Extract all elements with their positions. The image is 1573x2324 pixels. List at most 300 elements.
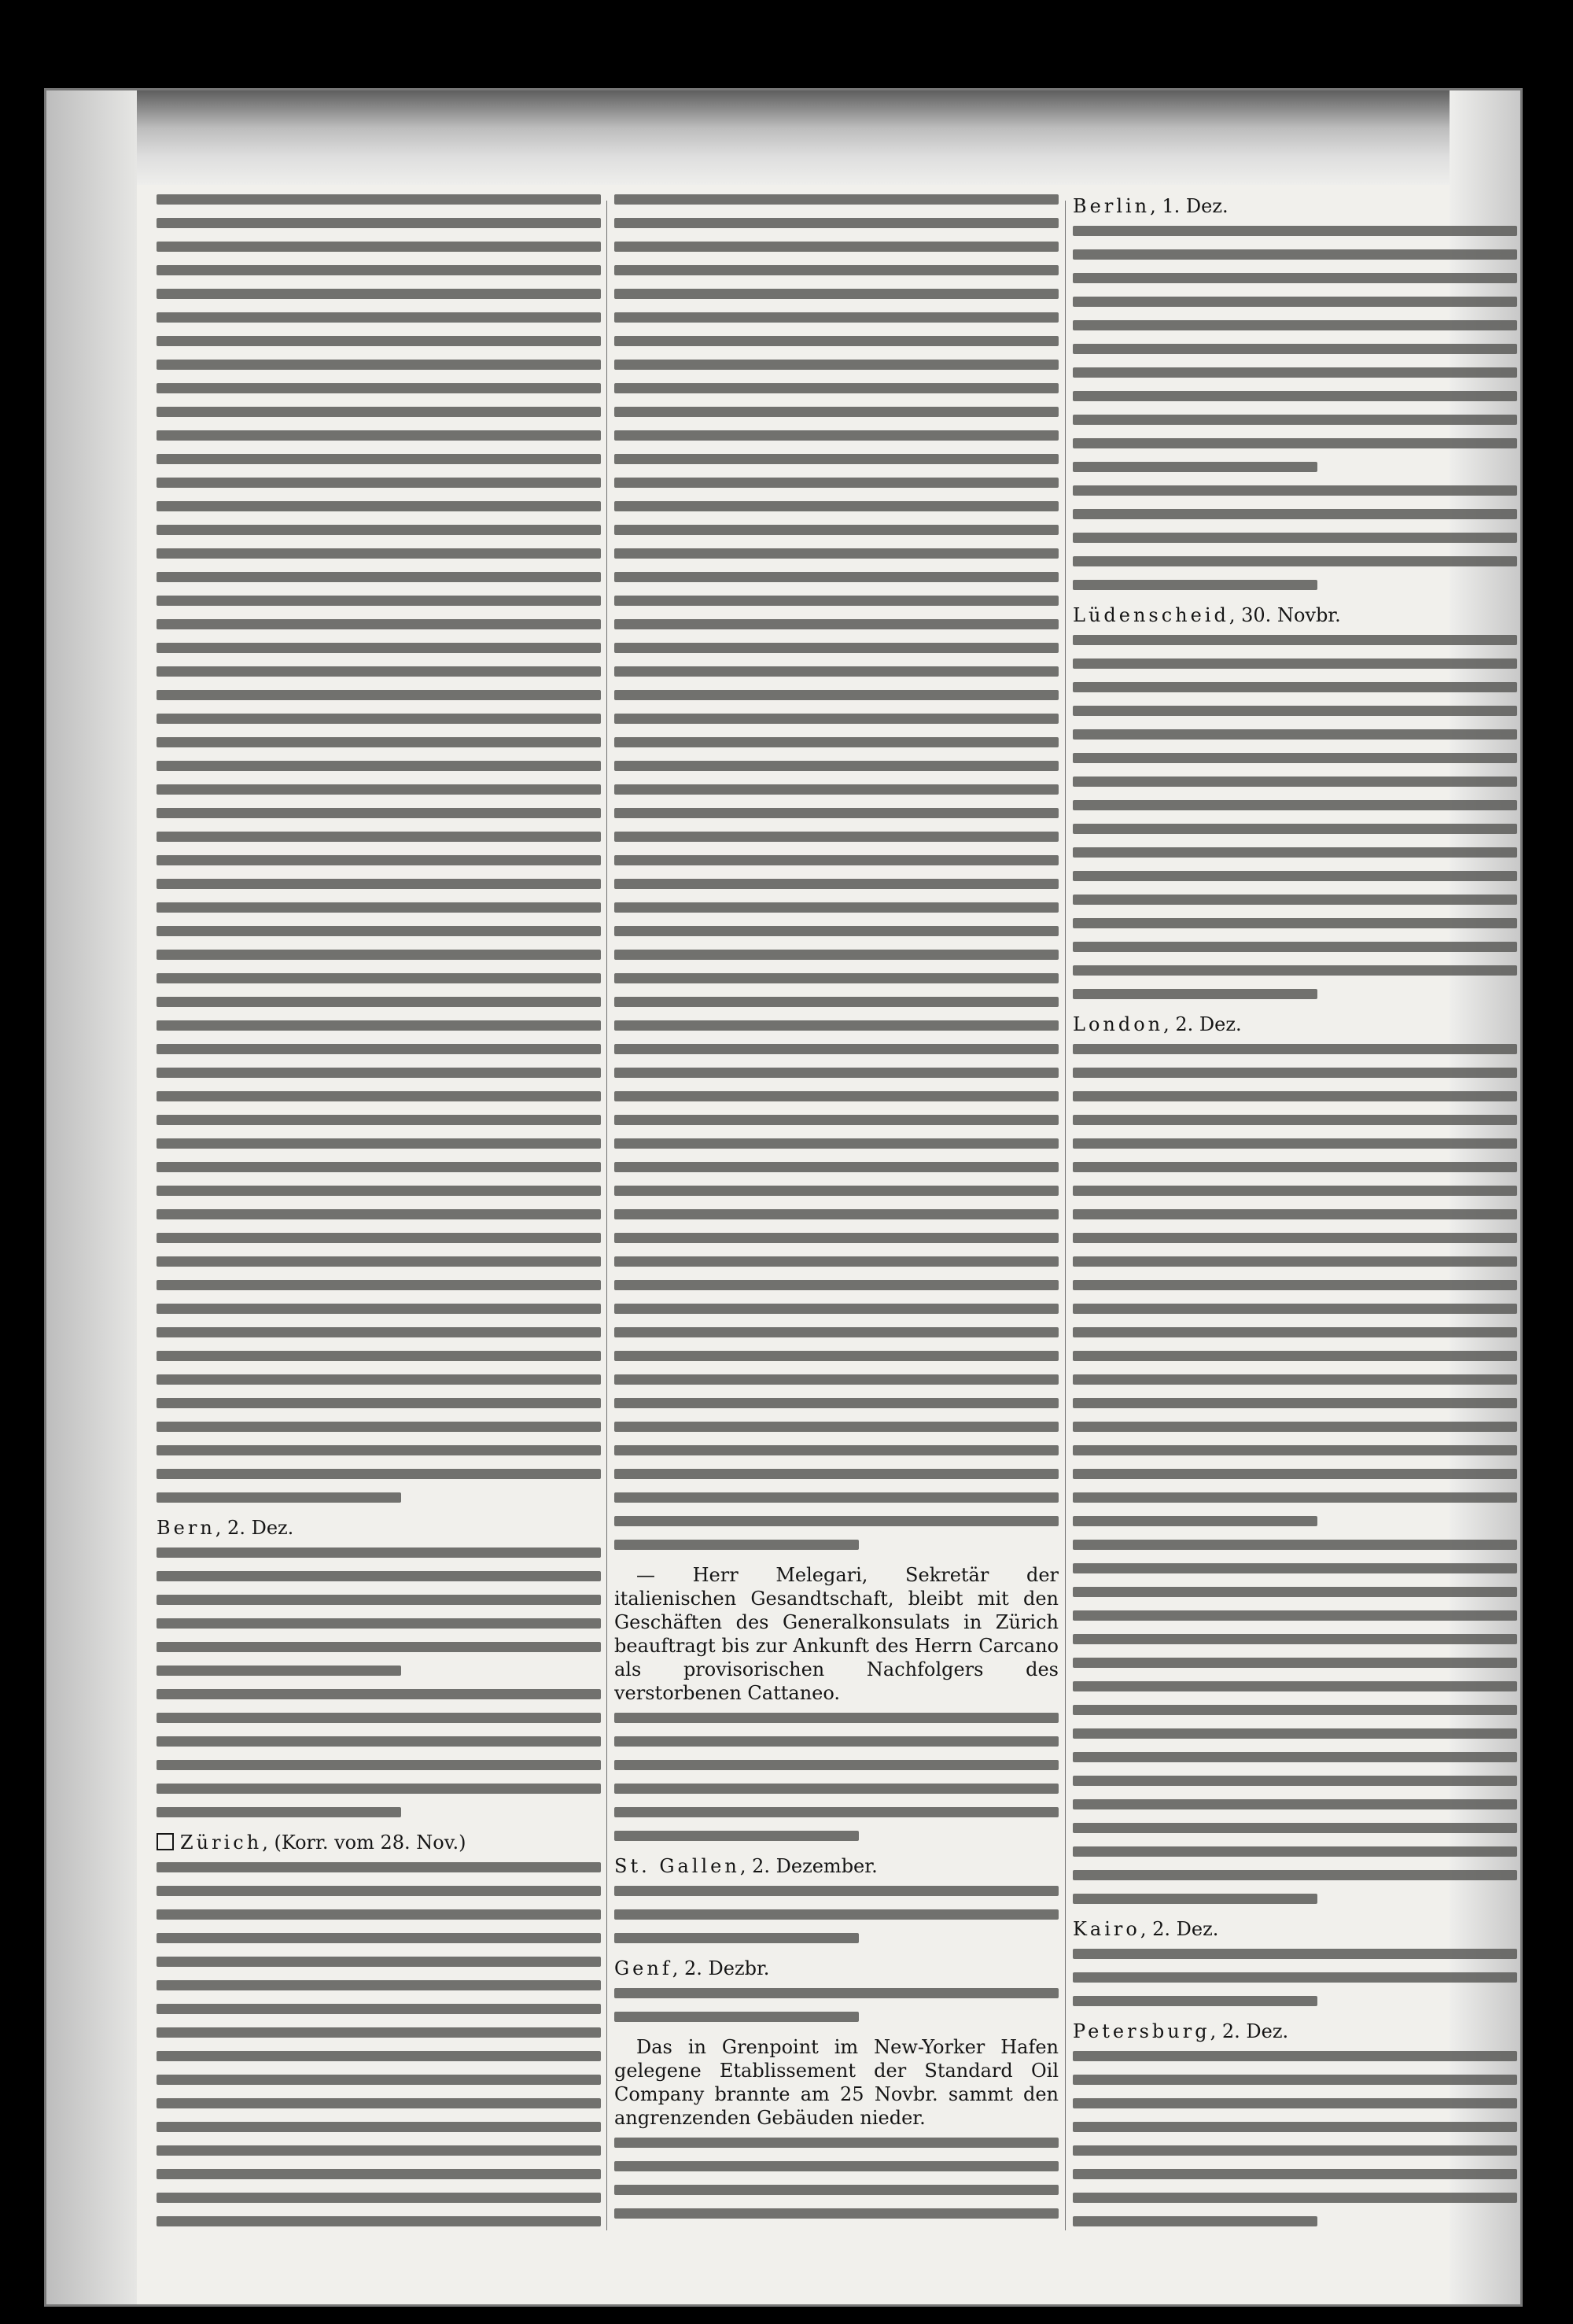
dateline-date: 2. Dezember. (752, 1855, 878, 1877)
text-line-placeholders (1073, 1540, 1517, 1904)
text-line-placeholder (614, 784, 1059, 795)
text-line-placeholder (1073, 1351, 1517, 1361)
text-line-placeholder (157, 1469, 601, 1479)
text-line-placeholder (614, 666, 1059, 677)
text-line-placeholder (614, 690, 1059, 700)
text-line-placeholder (1073, 2122, 1517, 2132)
text-line-placeholder (157, 430, 601, 441)
news-item (1073, 1917, 1517, 1941)
text-line-placeholder (1073, 1587, 1517, 1597)
text-line-placeholder (157, 1304, 601, 1314)
text-line-placeholder (614, 1351, 1059, 1361)
text-line-placeholder (157, 1209, 601, 1219)
text-line-placeholder (1073, 1138, 1517, 1149)
text-line-placeholder (157, 690, 601, 700)
text-line-placeholder (614, 1020, 1059, 1031)
text-line-placeholder (157, 548, 601, 559)
text-line-placeholder (157, 643, 601, 653)
text-line-placeholder (614, 289, 1059, 299)
text-line-placeholder (614, 1304, 1059, 1314)
binding-gutter (46, 90, 137, 2304)
text-line-placeholder (157, 312, 601, 323)
text-line-placeholder (1073, 1115, 1517, 1125)
text-line-placeholder (157, 2051, 601, 2061)
text-line-placeholder (157, 1807, 401, 1817)
text-line-placeholder (1073, 989, 1317, 999)
text-line-placeholder (1073, 1445, 1517, 1455)
text-line-placeholder (157, 1374, 601, 1385)
text-line-placeholder (614, 383, 1059, 393)
dateline-place: Zürich (180, 1832, 263, 1854)
text-line-placeholder (157, 926, 601, 936)
dateline: Lüdenscheid, 30. Novbr. (1073, 604, 1341, 626)
text-line-placeholder (1073, 1846, 1517, 1857)
text-line-placeholder (1073, 2169, 1517, 2179)
text-line-placeholder (157, 1327, 601, 1337)
text-line-placeholder (614, 1933, 859, 1943)
text-line-placeholder (1073, 1752, 1517, 1762)
text-line-placeholder (157, 454, 601, 464)
text-line-placeholder (1073, 2098, 1517, 2108)
column-left (157, 194, 601, 2232)
text-line-placeholder (614, 1233, 1059, 1243)
text-line-placeholder (1073, 658, 1517, 669)
text-line-placeholder (1073, 1422, 1517, 1432)
text-line-placeholder (1073, 706, 1517, 716)
text-line-placeholder (1073, 320, 1517, 330)
text-line-placeholder (614, 525, 1059, 535)
text-line-placeholder (614, 1469, 1059, 1479)
illegible-text-block (157, 1547, 601, 1676)
text-line-placeholder (157, 1886, 601, 1896)
text-line-placeholder (1073, 1304, 1517, 1314)
text-line-placeholder (1073, 1233, 1517, 1243)
text-line-placeholder (1073, 249, 1517, 260)
text-line-placeholder (1073, 556, 1517, 566)
dateline-place: Lüdenscheid (1073, 604, 1229, 626)
news-item (1073, 1013, 1517, 1036)
dateline-place: St. Gallen (614, 1855, 740, 1877)
text-line-placeholder (1073, 1209, 1517, 1219)
text-line-placeholder (1073, 533, 1517, 543)
text-line-placeholder (1073, 580, 1317, 590)
text-line-placeholder (614, 501, 1059, 511)
text-line-placeholder (157, 1784, 601, 1794)
text-line-placeholder (1073, 918, 1517, 928)
text-line-placeholders (1073, 1949, 1517, 2006)
text-line-placeholder (1073, 871, 1517, 881)
text-line-placeholder (614, 2138, 1059, 2148)
illegible-text-block (1073, 1949, 1517, 2006)
text-line-placeholder (614, 2012, 859, 2022)
text-line-placeholder (157, 1233, 601, 1243)
text-line-placeholder (614, 478, 1059, 488)
text-line-placeholder (614, 1091, 1059, 1101)
text-line-placeholder (614, 902, 1059, 913)
text-line-placeholder (1073, 367, 1517, 378)
text-line-placeholder (1073, 415, 1517, 425)
text-line-placeholder (157, 2145, 601, 2156)
news-item (157, 1831, 601, 1854)
illegible-text-block (1073, 2051, 1517, 2226)
text-line-placeholder (1073, 1068, 1517, 1078)
dateline-date: 1. Dez. (1162, 195, 1229, 217)
illegible-text-block (157, 1689, 601, 1817)
text-line-placeholder (157, 1760, 601, 1770)
text-line-placeholder (614, 1713, 1059, 1723)
text-line-placeholder (157, 2122, 601, 2132)
illegible-text-block (1073, 635, 1517, 999)
text-line-placeholder (614, 997, 1059, 1007)
text-line-placeholder (614, 312, 1059, 323)
text-line-placeholder (157, 997, 601, 1007)
text-line-placeholder (614, 643, 1059, 653)
text-line-placeholder (1073, 1469, 1517, 1479)
text-line-placeholder (614, 1807, 1059, 1817)
top-edge-shadow (46, 90, 1520, 185)
text-line-placeholder (1073, 777, 1517, 787)
dateline-date: (Korr. vom 28. Nov.) (274, 1832, 466, 1854)
text-line-placeholder (1073, 1186, 1517, 1196)
text-line-placeholder (157, 1862, 601, 1872)
text-line-placeholder (614, 572, 1059, 582)
text-line-placeholder (157, 383, 601, 393)
text-line-placeholder (157, 1666, 401, 1676)
text-line-placeholder (157, 761, 601, 771)
illegible-text-block (614, 1713, 1059, 1841)
text-line-placeholder (157, 2098, 601, 2108)
text-line-placeholder (157, 1138, 601, 1149)
text-line-placeholder (157, 879, 601, 889)
text-line-placeholders (157, 1547, 601, 1676)
text-line-placeholder (614, 1398, 1059, 1408)
text-line-placeholder (157, 194, 601, 205)
text-line-placeholder (157, 360, 601, 370)
text-line-placeholder (614, 2185, 1059, 2195)
illegible-text-block (614, 2138, 1059, 2232)
text-line-placeholder (614, 2161, 1059, 2171)
text-line-placeholder (1073, 1705, 1517, 1715)
text-line-placeholder (157, 1280, 601, 1290)
text-line-placeholder (1073, 1634, 1517, 1644)
text-line-placeholders (614, 1988, 1059, 2022)
text-line-placeholder (614, 1068, 1059, 1078)
text-line-placeholders (157, 1862, 601, 2232)
dateline-date: 2. Dez. (1175, 1013, 1242, 1035)
text-line-placeholder (614, 548, 1059, 559)
text-line-placeholder (1073, 753, 1517, 763)
text-line-placeholders (1073, 635, 1517, 999)
text-line-placeholder (157, 1689, 601, 1699)
text-line-placeholder (1073, 1949, 1517, 1959)
text-line-placeholder (157, 950, 601, 960)
news-item (614, 1563, 1059, 1705)
text-line-placeholder (614, 761, 1059, 771)
text-line-placeholder (157, 1957, 601, 1967)
dateline-place: Kairo (1073, 1918, 1140, 1940)
dateline-place: Genf (614, 1957, 672, 1979)
text-line-placeholder (157, 1980, 601, 1990)
text-line-placeholder (614, 855, 1059, 865)
text-line-placeholder (1073, 1398, 1517, 1408)
text-line-placeholder (1073, 509, 1517, 519)
dateline-date: 2. Dezbr. (683, 1957, 770, 1979)
dateline: Berlin, 1. Dez. (1073, 195, 1229, 217)
text-line-placeholder (614, 1422, 1059, 1432)
text-line-placeholder (157, 1909, 601, 1920)
text-line-placeholder (614, 1909, 1059, 1920)
text-line-placeholder (157, 1547, 601, 1558)
text-line-placeholder (614, 1162, 1059, 1172)
text-line-placeholder (614, 714, 1059, 724)
text-line-placeholder (1073, 942, 1517, 952)
article-text: — Herr Melegari, Sekretär der italienischen Gesandtschaft, bleibt mit den Geschäften des Generalkonsulats in Zürich beauftragt bis zur Ankunft des Herrn Carcano als provisorischen Nachfolgers des verstorbenen Cattaneo. (614, 1564, 1059, 1704)
text-line-placeholder (157, 808, 601, 818)
illegible-text-block (157, 194, 601, 1503)
text-line-placeholder (1073, 1870, 1517, 1880)
text-line-placeholder (157, 289, 601, 299)
text-line-placeholder (614, 1044, 1059, 1054)
news-item (157, 1516, 601, 1540)
text-line-placeholder (614, 1831, 859, 1841)
text-line-placeholder (614, 1209, 1059, 1219)
text-line-placeholder (614, 619, 1059, 629)
illegible-text-block (157, 1862, 601, 2232)
text-line-placeholder (614, 1988, 1059, 1998)
text-line-placeholder (614, 737, 1059, 747)
text-line-placeholders (1073, 485, 1517, 590)
text-line-placeholder (1073, 485, 1517, 496)
dateline-date: 2. Dez. (1221, 2020, 1289, 2042)
text-line-placeholder (157, 2169, 601, 2179)
news-item (1073, 194, 1517, 218)
text-line-placeholder (1073, 1374, 1517, 1385)
text-line-placeholders (1073, 2051, 1517, 2226)
text-line-placeholder (1073, 1256, 1517, 1267)
text-line-placeholder (614, 1784, 1059, 1794)
illegible-text-block (614, 1886, 1059, 1943)
text-line-placeholder (614, 1492, 1059, 1503)
text-line-placeholder (1073, 462, 1317, 472)
text-line-placeholder (157, 784, 601, 795)
news-item (614, 2035, 1059, 2130)
text-line-placeholder (157, 1713, 601, 1723)
text-line-placeholder (1073, 1996, 1317, 2006)
column-rule (606, 201, 607, 2230)
text-line-placeholder (614, 1374, 1059, 1385)
dateline-place: Bern (157, 1517, 216, 1539)
text-line-placeholder (614, 926, 1059, 936)
text-line-placeholder (1073, 1728, 1517, 1739)
dateline-date: 30. Novbr. (1241, 604, 1341, 626)
text-line-placeholder (157, 666, 601, 677)
text-line-placeholder (157, 1091, 601, 1101)
text-line-placeholder (1073, 297, 1517, 307)
text-line-placeholder (614, 832, 1059, 842)
text-line-placeholder (1073, 824, 1517, 834)
dateline: St. Gallen, 2. Dezember. (614, 1855, 878, 1877)
text-line-placeholder (157, 1422, 601, 1432)
text-line-placeholder (157, 2075, 601, 2085)
text-line-placeholder (614, 336, 1059, 346)
text-line-placeholder (614, 950, 1059, 960)
text-line-placeholder (1073, 2193, 1517, 2203)
text-line-placeholder (157, 2027, 601, 2038)
text-line-placeholder (614, 242, 1059, 252)
dateline-date: 2. Dez. (227, 1517, 294, 1539)
article-text: Das in Grenpoint im New-Yorker Hafen gelegene Etablissement der Standard Oil Company brannte am 25 Novbr. sammt den angrenzenden Gebäuden nieder. (614, 2036, 1059, 2129)
text-line-placeholders (614, 1886, 1059, 1943)
text-line-placeholder (157, 1256, 601, 1267)
text-line-placeholder (614, 430, 1059, 441)
dateline-place: Petersburg (1073, 2020, 1210, 2042)
text-line-placeholder (1073, 1776, 1517, 1786)
text-line-placeholder (1073, 1044, 1517, 1054)
text-line-placeholder (157, 855, 601, 865)
text-line-placeholder (614, 1115, 1059, 1125)
text-line-placeholder (614, 1540, 859, 1550)
newspaper-page (44, 88, 1523, 2307)
text-line-placeholder (157, 242, 601, 252)
text-line-placeholder (614, 1256, 1059, 1267)
text-line-placeholder (157, 1933, 601, 1943)
illegible-text-block (1073, 1044, 1517, 1526)
text-line-placeholder (614, 194, 1059, 205)
text-line-placeholder (614, 407, 1059, 417)
text-line-placeholder (1073, 1658, 1517, 1668)
dateline: Zürich, (Korr. vom 28. Nov.) (157, 1831, 601, 1854)
text-line-placeholder (614, 1445, 1059, 1455)
text-line-placeholder (1073, 226, 1517, 236)
text-line-placeholder (614, 360, 1059, 370)
text-line-placeholders (1073, 1044, 1517, 1526)
text-line-placeholder (1073, 1610, 1517, 1621)
text-line-placeholder (1073, 1516, 1317, 1526)
text-line-placeholder (614, 596, 1059, 606)
dateline: Genf, 2. Dezbr. (614, 1957, 770, 1979)
text-line-placeholder (1073, 1972, 1517, 1983)
text-line-placeholder (157, 2216, 601, 2226)
news-item (1073, 603, 1517, 627)
text-line-placeholder (157, 1736, 601, 1747)
text-line-placeholder (1073, 1280, 1517, 1290)
text-line-placeholder (157, 336, 601, 346)
text-line-placeholder (614, 218, 1059, 228)
text-line-placeholder (1073, 1091, 1517, 1101)
text-line-placeholder (1073, 1894, 1317, 1904)
text-line-placeholder (1073, 1823, 1517, 1833)
text-line-placeholder (614, 1760, 1059, 1770)
text-line-placeholder (1073, 682, 1517, 692)
dateline: Petersburg, 2. Dez. (1073, 2020, 1289, 2042)
text-line-placeholder (1073, 1799, 1517, 1809)
text-line-placeholder (614, 265, 1059, 275)
text-line-placeholder (1073, 729, 1517, 740)
text-line-placeholder (614, 1138, 1059, 1149)
text-line-placeholder (157, 572, 601, 582)
column-right (1073, 194, 1517, 2232)
text-line-placeholder (614, 454, 1059, 464)
text-line-placeholder (157, 1020, 601, 1031)
text-line-placeholder (157, 407, 601, 417)
text-line-placeholder (157, 973, 601, 983)
text-line-placeholder (157, 1492, 401, 1503)
text-line-placeholder (614, 1886, 1059, 1896)
text-line-placeholder (614, 2208, 1059, 2219)
text-line-placeholder (157, 1044, 601, 1054)
text-line-placeholder (614, 1736, 1059, 1747)
news-item (614, 1957, 1059, 1980)
text-line-placeholder (157, 478, 601, 488)
dateline-place: Berlin (1073, 195, 1151, 217)
text-line-placeholder (614, 1327, 1059, 1337)
text-line-placeholder (157, 1115, 601, 1125)
text-line-placeholder (157, 2004, 601, 2014)
text-line-placeholders (1073, 226, 1517, 472)
text-line-placeholder (1073, 1327, 1517, 1337)
text-line-placeholder (614, 879, 1059, 889)
illegible-text-block (1073, 1540, 1517, 1904)
text-line-placeholder (1073, 635, 1517, 645)
text-line-placeholder (157, 1595, 601, 1605)
text-line-placeholder (1073, 847, 1517, 858)
illegible-text-block (614, 194, 1059, 1550)
dateline-place: London (1073, 1013, 1164, 1035)
text-line-placeholder (614, 1186, 1059, 1196)
text-line-placeholder (1073, 1540, 1517, 1550)
text-line-placeholder (1073, 1162, 1517, 1172)
column-rule (1065, 201, 1066, 2230)
text-line-placeholder (1073, 391, 1517, 401)
text-line-placeholder (614, 808, 1059, 818)
text-line-placeholder (1073, 2216, 1317, 2226)
text-line-placeholder (1073, 344, 1517, 354)
text-line-placeholder (157, 2193, 601, 2203)
text-line-placeholder (157, 596, 601, 606)
text-line-placeholder (1073, 273, 1517, 283)
dateline: London, 2. Dez. (1073, 1013, 1242, 1035)
illegible-text-block (1073, 485, 1517, 590)
text-line-placeholder (614, 1516, 1059, 1526)
text-line-placeholder (157, 1398, 601, 1408)
dateline-date: 2. Dez. (1152, 1918, 1219, 1940)
text-line-placeholder (1073, 438, 1517, 448)
text-line-placeholder (157, 501, 601, 511)
text-line-placeholder (157, 1642, 601, 1652)
text-line-placeholders (614, 1713, 1059, 1841)
text-line-placeholder (157, 1618, 601, 1629)
illegible-text-block (1073, 226, 1517, 472)
text-line-placeholder (157, 902, 601, 913)
text-line-placeholder (157, 218, 601, 228)
text-line-placeholder (614, 973, 1059, 983)
text-line-placeholder (157, 265, 601, 275)
text-line-placeholder (614, 1280, 1059, 1290)
text-line-placeholder (157, 619, 601, 629)
text-line-placeholder (1073, 2075, 1517, 2085)
text-line-placeholder (157, 1571, 601, 1581)
text-line-placeholders (614, 2138, 1059, 2232)
news-item (1073, 2020, 1517, 2043)
news-item (614, 1854, 1059, 1878)
text-line-placeholder (1073, 2051, 1517, 2061)
text-line-placeholder (1073, 1563, 1517, 1573)
text-line-placeholders (157, 194, 601, 1503)
text-line-placeholder (157, 1351, 601, 1361)
text-line-placeholder (1073, 895, 1517, 905)
text-line-placeholder (157, 1445, 601, 1455)
text-line-placeholder (1073, 965, 1517, 976)
